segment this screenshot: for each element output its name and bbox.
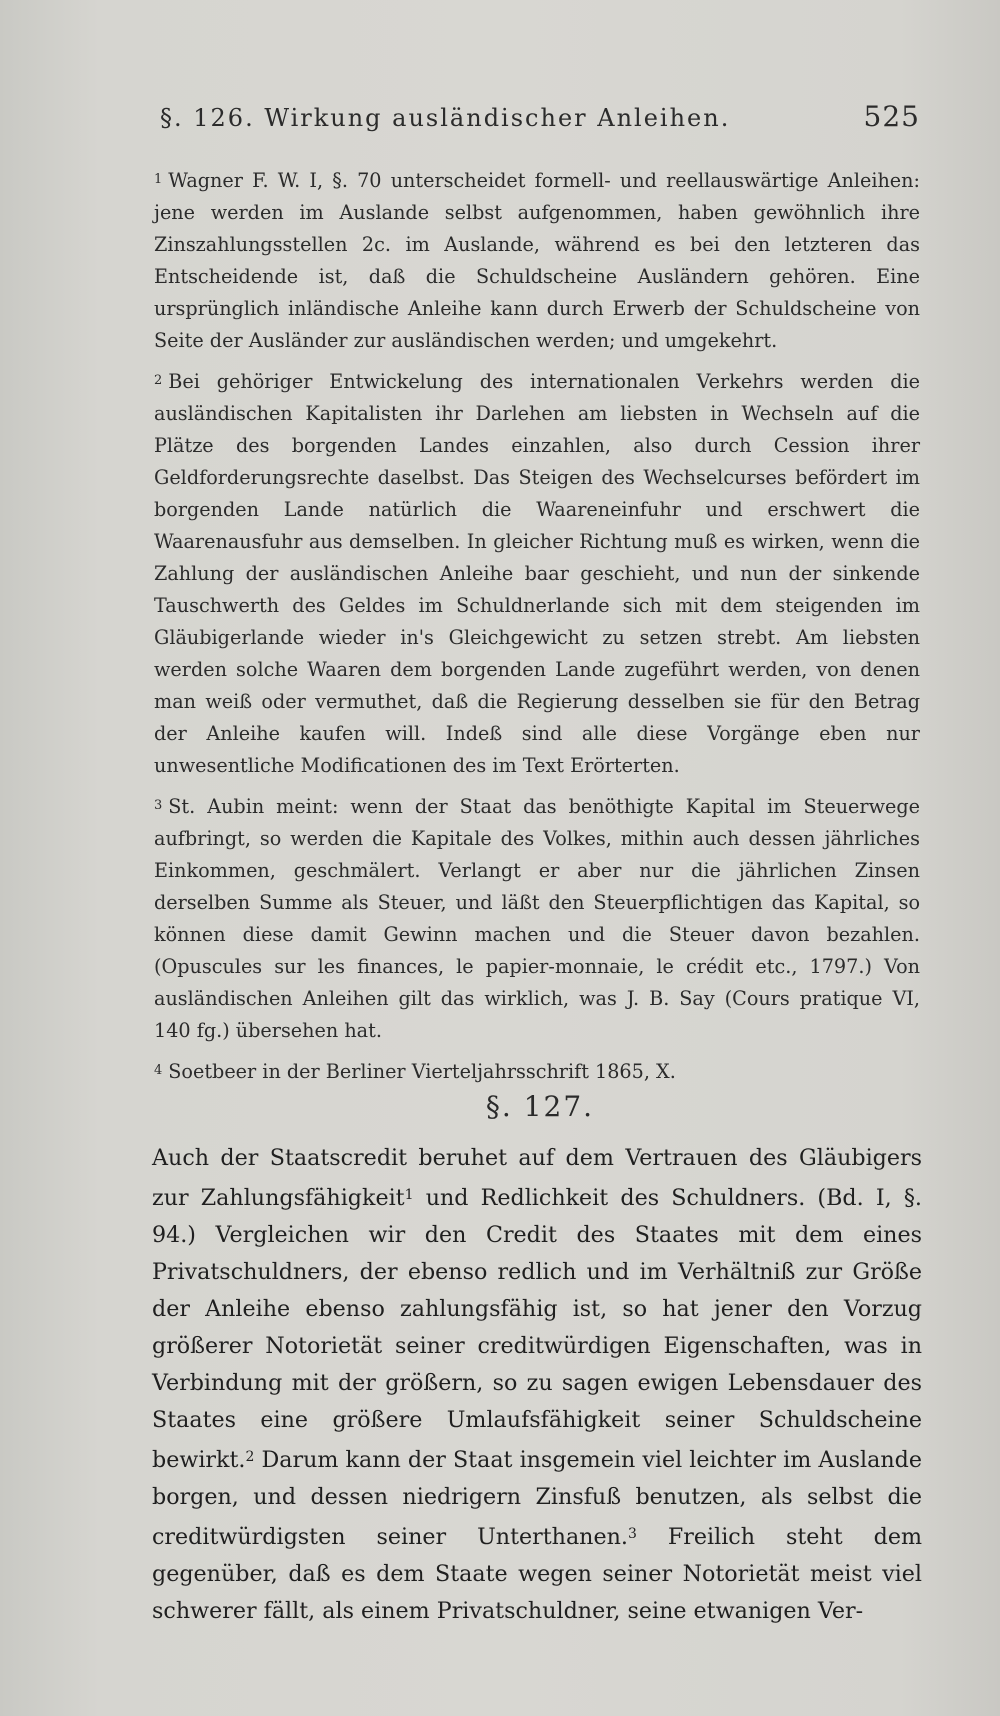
footnote-marker: 1 — [154, 172, 163, 187]
footnote-2 — [154, 365, 920, 782]
footnote-3 — [154, 790, 920, 1047]
footnote-1 — [154, 164, 920, 357]
footnote-reference[interactable]: 2 — [245, 1449, 255, 1465]
page-number: 525 — [863, 100, 920, 133]
footnote-marker: 3 — [154, 798, 163, 813]
body-text-part: Darum kann der Staat insgemein viel leichter im Auslande borgen, und dessen niedrigern Zinsfuß benutzen, als selbst die creditwürdigsten seiner Unterthanen. — [152, 1447, 923, 1550]
body-text-part: und Redlichkeit des Schuldners. (Bd. I, §. 94.) Vergleichen wir den Credit des Staates mit dem eines Privatschuldners, der ebenso redlich und im Verhältniß zur Größe der Anleihe ebenso zahlungsfähig ist, so hat jener den Vorzug größerer Notorietät seiner creditwürdigen Eigenschaften, was in Verbindung mit der größern, so zu sagen ewigen Lebensdauer des Staates eine größere Umlaufsfähigkeit seiner Schuldscheine bewirkt. — [152, 1185, 922, 1473]
footnote-text: Wagner F. W. I, §. 70 unterscheidet formell- und reellauswärtige Anleihen: jene werden im Auslande selbst aufgenommen, haben gewöhnlich ihre Zinszahlungsstellen 2c. im Auslande, während es bei den letzteren das Entscheidende ist, daß die Schuldscheine Ausländern gehören. Eine ursprünglich inländische Anleihe kann durch Erwerb der Schuldscheine von Seite der Ausländer zur ausländischen werden; und umgekehrt. — [154, 169, 920, 352]
footnote-marker: 2 — [154, 373, 163, 388]
section-heading: §. 127. — [485, 1090, 595, 1123]
running-header — [160, 100, 920, 140]
footnote-4 — [154, 1055, 920, 1088]
footnote-text: Soetbeer in der Berliner Vierteljahrsschrift 1865, X. — [168, 1060, 676, 1083]
running-title: §. 126. Wirkung ausländischer Anleihen. — [160, 104, 731, 132]
body-text-part: Freilich steht dem gegenüber, daß es dem Staate wegen seiner Notorietät meist viel schwerer fällt, als einem Privatschuldner, seine etwanigen Ver- — [152, 1524, 922, 1624]
footnote-reference[interactable]: 1 — [404, 1187, 414, 1203]
footnote-reference[interactable]: 3 — [627, 1526, 637, 1542]
footnotes — [154, 164, 920, 1096]
section-body — [152, 1140, 922, 1630]
footnote-marker: 4 — [154, 1063, 163, 1078]
footnote-text: Bei gehöriger Entwickelung des internationalen Verkehrs werden die ausländischen Kapitalisten ihr Darlehen am liebsten in Wechseln auf die Plätze des borgenden Landes einzahlen, also durch Cession ihrer Geldforderungsrechte daselbst. Das Steigen des Wechselcurses befördert im borgenden Lande natürlich die Waareneinfuhr und erschwert die Waarenausfuhr aus demselben. In gleicher Richtung muß es wirken, wenn die Zahlung der ausländischen Anleihe baar geschieht, und nun der sinkende Tauschwerth des Geldes im Schuldnerlande sich mit dem steigenden im Gläubigerlande wieder in's Gleichgewicht zu setzen strebt. Am liebsten werden solche Waaren dem borgenden Lande zugeführt werden, von denen man weiß oder vermuthet, daß die Regierung desselben sie für den Betrag der Anleihe kaufen will. Indeß sind alle diese Vorgänge eben nur unwesentliche Modificationen des im Text Erörterten. — [154, 370, 920, 777]
footnote-text: St. Aubin meint: wenn der Staat das benöthigte Kapital im Steuerwege aufbringt, so werden die Kapitale des Volkes, mithin auch dessen jährliches Einkommen, geschmälert. Verlangt er aber nur die jährlichen Zinsen derselben Summe als Steuer, und läßt den Steuerpflichtigen das Kapital, so können diese damit Gewinn machen und die Steuer davon bezahlen. (Opuscules sur les finances, le papier-monnaie, le crédit etc., 1797.) Von ausländischen Anleihen gilt das wirklich, was J. B. Say (Cours pratique VI, 140 fg.) übersehen hat. — [154, 795, 920, 1042]
body-text-part: Auch der Staatscredit beruhet auf dem Vertrauen des Gläubigers zur Zahlungsfähigkeit — [152, 1145, 922, 1211]
